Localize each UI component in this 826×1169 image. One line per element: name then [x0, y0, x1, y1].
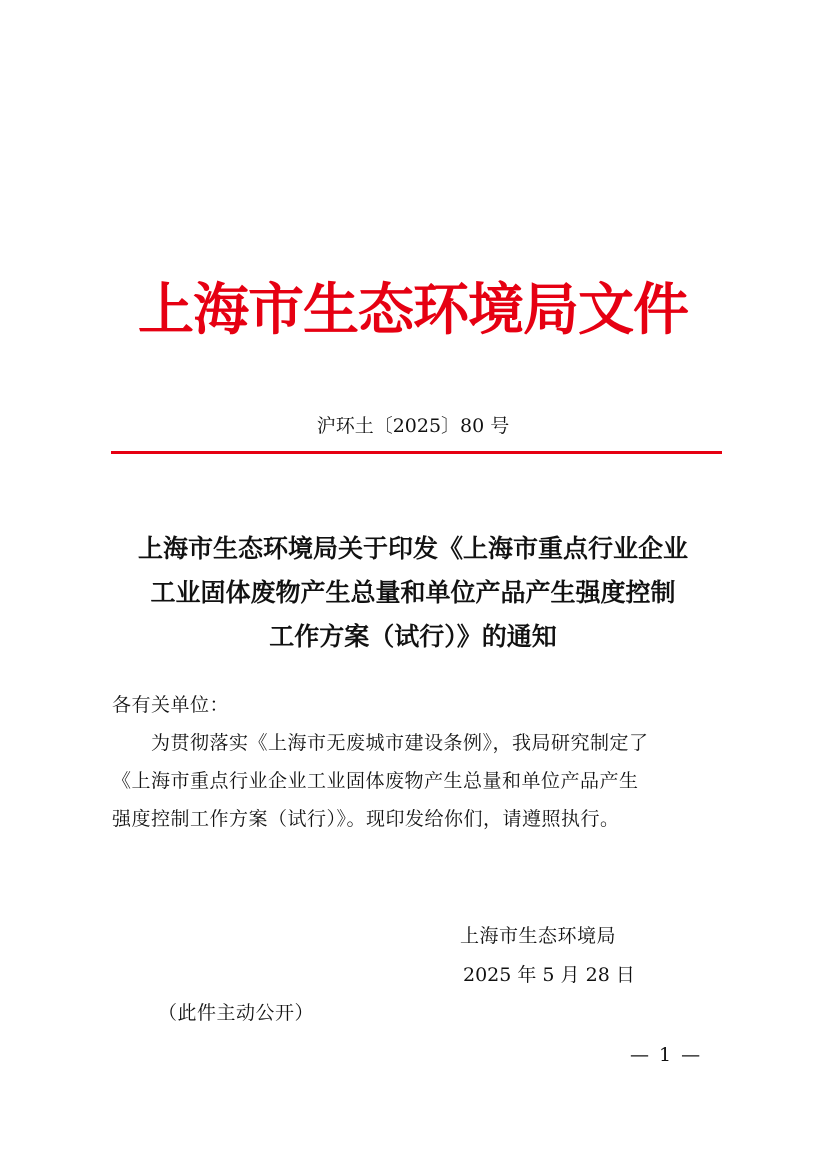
signature-organization: 上海市生态环境局: [460, 925, 617, 947]
document-number: 沪环土〔2025〕80 号: [316, 415, 510, 437]
red-header-title: 上海市生态环境局文件: [138, 277, 688, 343]
page-number: — 1 —: [630, 1044, 703, 1066]
title-line-2: 工业固体废物产生总量和单位产品产生强度控制: [150, 578, 676, 607]
document-title: [105, 527, 721, 659]
red-divider-line: [111, 451, 722, 454]
addressee: 各有关单位：: [112, 694, 230, 716]
disclosure-note: （此件主动公开）: [158, 1002, 315, 1024]
body-line-1: 为贯彻落实《上海市无废城市建设条例》，我局研究制定了: [112, 732, 649, 754]
body-line-3: 强度控制工作方案（试行）》。现印发给你们，请遵照执行。: [112, 808, 620, 830]
body-line-2: 《上海市重点行业企业工业固体废物产生总量和单位产品产生: [112, 770, 639, 792]
signature-date: 2025 年 5 月 28 日: [463, 964, 635, 986]
body-paragraph: [112, 724, 724, 838]
title-line-1: 上海市生态环境局关于印发《上海市重点行业企业: [137, 534, 688, 563]
title-line-3: 工作方案（试行）》的通知: [269, 622, 557, 651]
